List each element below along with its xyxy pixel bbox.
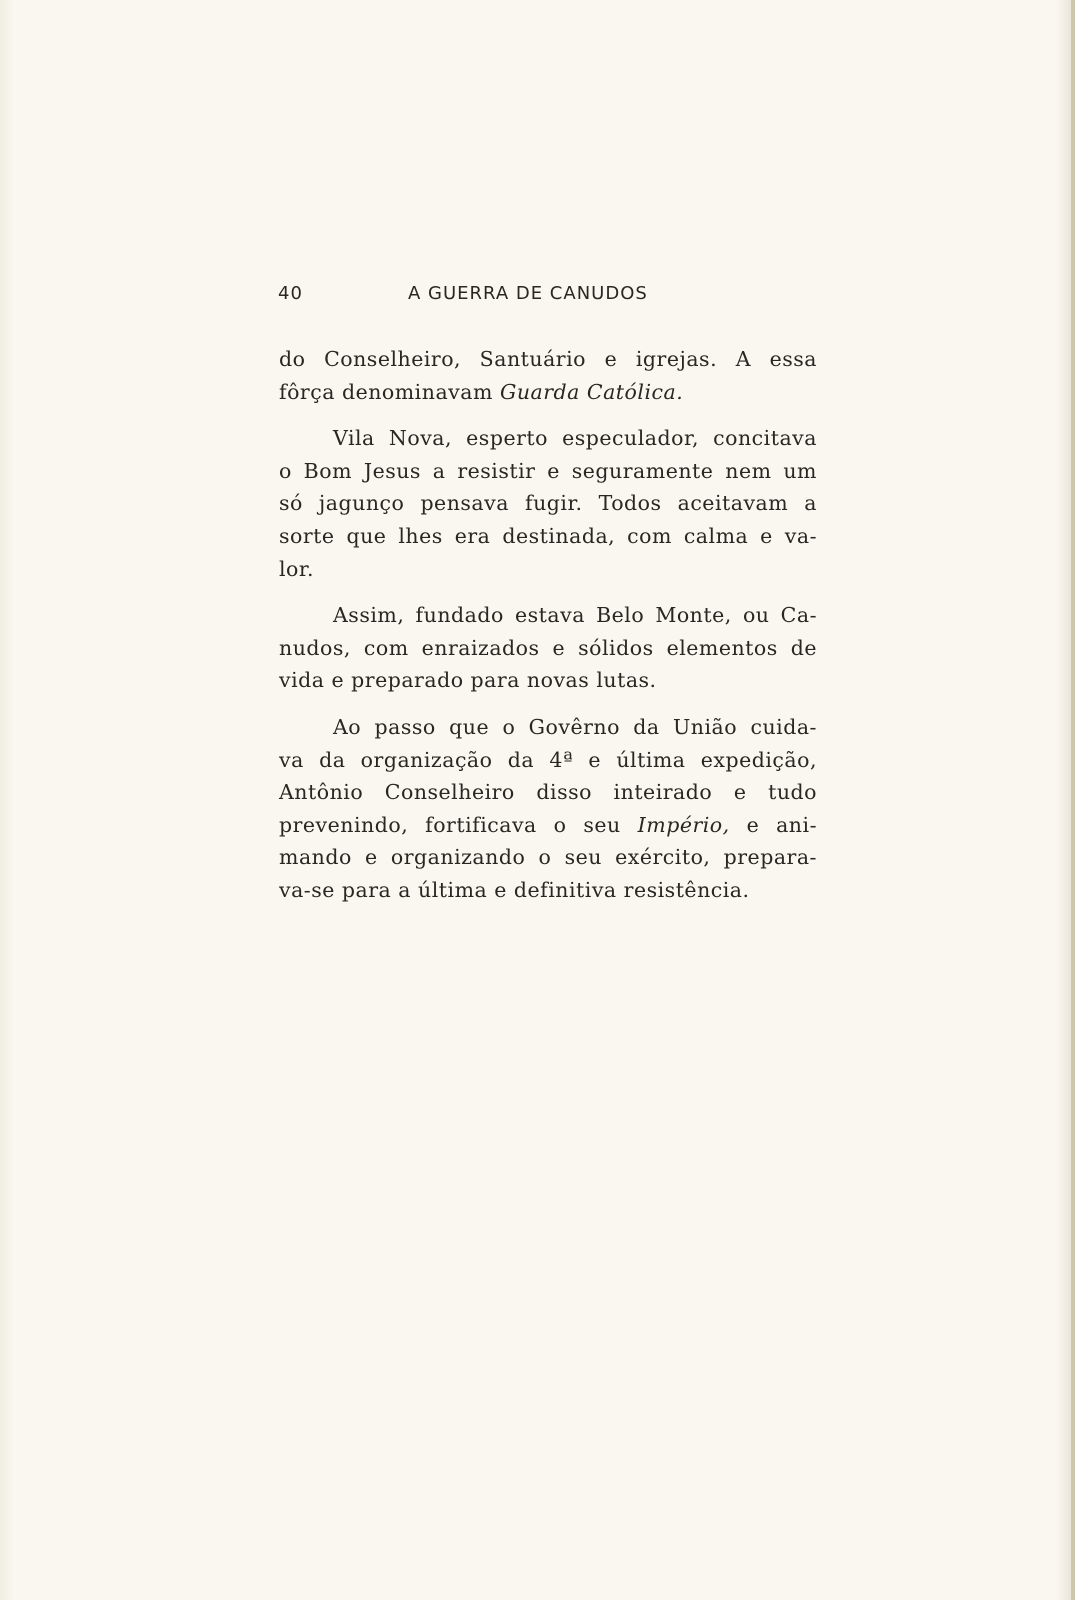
text-line: Assim, fundado estava Belo Monte, ou Ca- [333,603,817,628]
text-line: mando e organizando o seu exército, prepara- [279,845,817,870]
italic-word: Império, [637,812,730,837]
text-line: do Conselheiro, Santuário e igrejas. A essa [279,347,817,371]
text-line: sorte que lhes era destinada, com calma e va- [279,523,817,548]
body-text [279,343,817,921]
paragraph-1 [279,343,817,408]
italic-phrase: Guarda Católica. [499,379,684,404]
text-line: fôrça denominavam Guarda Católica. [279,379,684,404]
text-line: va-se para a última e definitiva resistência. [279,877,750,902]
text-line: Antônio Conselheiro disso inteirado e tudo [279,780,817,805]
paragraph-2 [279,422,817,585]
text-line: lor. [279,556,314,581]
page-number: 40 [278,283,303,304]
page-header [278,283,818,305]
text-line: prevenindo, fortificava o seu Império, e ani- [279,812,817,837]
text-line: Vila Nova, esperto especulador, concitava [333,426,817,451]
text-line: o Bom Jesus a resistir e seguramente nem um [279,458,817,483]
text-line: só jagunço pensava fugir. Todos aceitavam a [279,491,817,516]
text-line: va da organização da 4ª e última expedição, [279,747,817,772]
text-line: Ao passo que o Govêrno da União cuida- [333,714,817,739]
paragraph-4 [279,711,817,907]
running-title: A GUERRA DE CANUDOS [408,283,648,304]
page-edge [1071,0,1075,1600]
text-line: nudos, com enraizados e sólidos elementos de [279,635,817,660]
paragraph-3 [279,599,817,697]
text-line: vida e preparado para novas lutas. [279,668,657,693]
